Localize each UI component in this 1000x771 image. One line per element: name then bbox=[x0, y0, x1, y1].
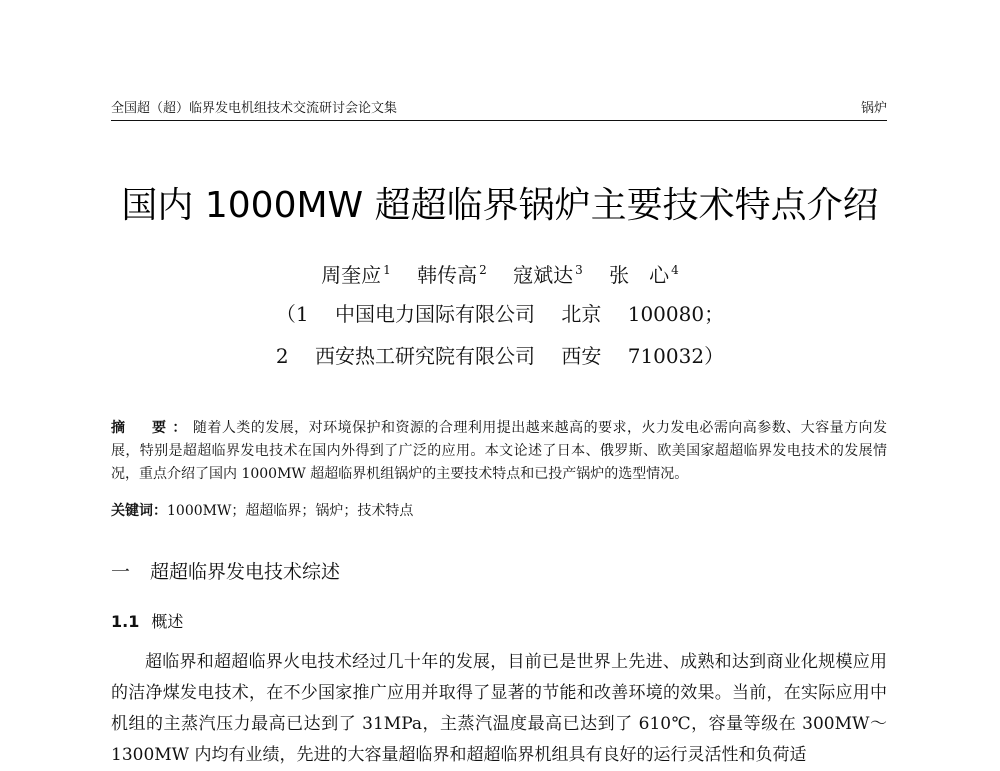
affiliation-mark: 2 bbox=[479, 263, 487, 277]
affiliation-mark: 1 bbox=[383, 263, 391, 277]
subsection-title: 概述 bbox=[151, 612, 184, 631]
affiliation-org: 西安热工研究院有限公司 bbox=[315, 344, 535, 368]
author bbox=[609, 263, 679, 287]
author bbox=[417, 263, 487, 287]
section-number: 一 bbox=[111, 561, 131, 583]
author-name: 张 心 bbox=[609, 262, 670, 287]
abstract-label: 摘 要： bbox=[111, 420, 193, 436]
affiliation-line bbox=[0, 342, 1000, 370]
abstract-text: 随着人类的发展，对环境保护和资源的合理利用提出越来越高的要求，火力发电必需向高参数、大容量方向发展，特别是超超临界发电技术在国内外得到了广泛的应用。本文论述了日本、俄罗斯、欧美国家超超临界发电技术的发展情况，重点介绍了国内 1000MW 超超临界机组锅炉的主要技术特点和已投产锅炉的选型情况。 bbox=[111, 420, 888, 482]
section-title: 超超临界发电技术综述 bbox=[150, 561, 341, 583]
affiliation-org: 中国电力国际有限公司 bbox=[335, 302, 535, 326]
author bbox=[321, 263, 391, 287]
subsection-heading bbox=[111, 610, 183, 634]
keywords bbox=[111, 500, 887, 523]
keywords-text: 1000MW；超超临界；锅炉；技术特点 bbox=[167, 503, 414, 519]
paper-title: 国内 1000MW 超超临界锅炉主要技术特点介绍 bbox=[121, 185, 879, 226]
abstract bbox=[111, 417, 887, 486]
affiliation-mark: 3 bbox=[575, 263, 583, 277]
author-name: 韩传高 bbox=[417, 262, 478, 287]
author-list bbox=[0, 256, 1000, 289]
collection-title: 全国超（超）临界发电机组技术交流研讨会论文集 bbox=[111, 101, 398, 116]
section-heading bbox=[111, 558, 340, 586]
author-name: 寇斌达 bbox=[513, 262, 574, 287]
body-paragraph: 超临界和超超临界火电技术经过几十年的发展，目前已是世界上先进、成熟和达到商业化规模应用的洁净煤发电技术，在不少国家推广应用并取得了显著的节能和改善环境的效果。当前，在实际应用中机组的主蒸汽压力最高已达到了 31MPa，主蒸汽温度最高已达到了 610℃，容量等级在 300MW～1300MW 内均有业绩，先进的大容量超临界和超超临界机组具有良好的运行灵活性和负荷适 bbox=[111, 652, 887, 765]
affiliation-postcode: 710032） bbox=[627, 344, 725, 368]
author bbox=[513, 263, 583, 287]
running-header bbox=[111, 100, 887, 121]
affiliation-mark: 4 bbox=[671, 263, 679, 277]
subsection-number: 1.1 bbox=[111, 612, 140, 631]
affiliation-city: 西安 bbox=[561, 344, 602, 368]
keywords-label: 关键词： bbox=[111, 503, 167, 519]
affiliation-postcode: 100080； bbox=[627, 302, 725, 326]
section-label: 锅炉 bbox=[860, 101, 887, 116]
author-name: 周奎应 bbox=[321, 262, 382, 287]
affiliation-prefix: 2 bbox=[275, 344, 289, 368]
affiliation-city: 北京 bbox=[561, 302, 602, 326]
affiliation-line bbox=[0, 300, 1000, 328]
affiliation-prefix: （1 bbox=[275, 302, 309, 326]
